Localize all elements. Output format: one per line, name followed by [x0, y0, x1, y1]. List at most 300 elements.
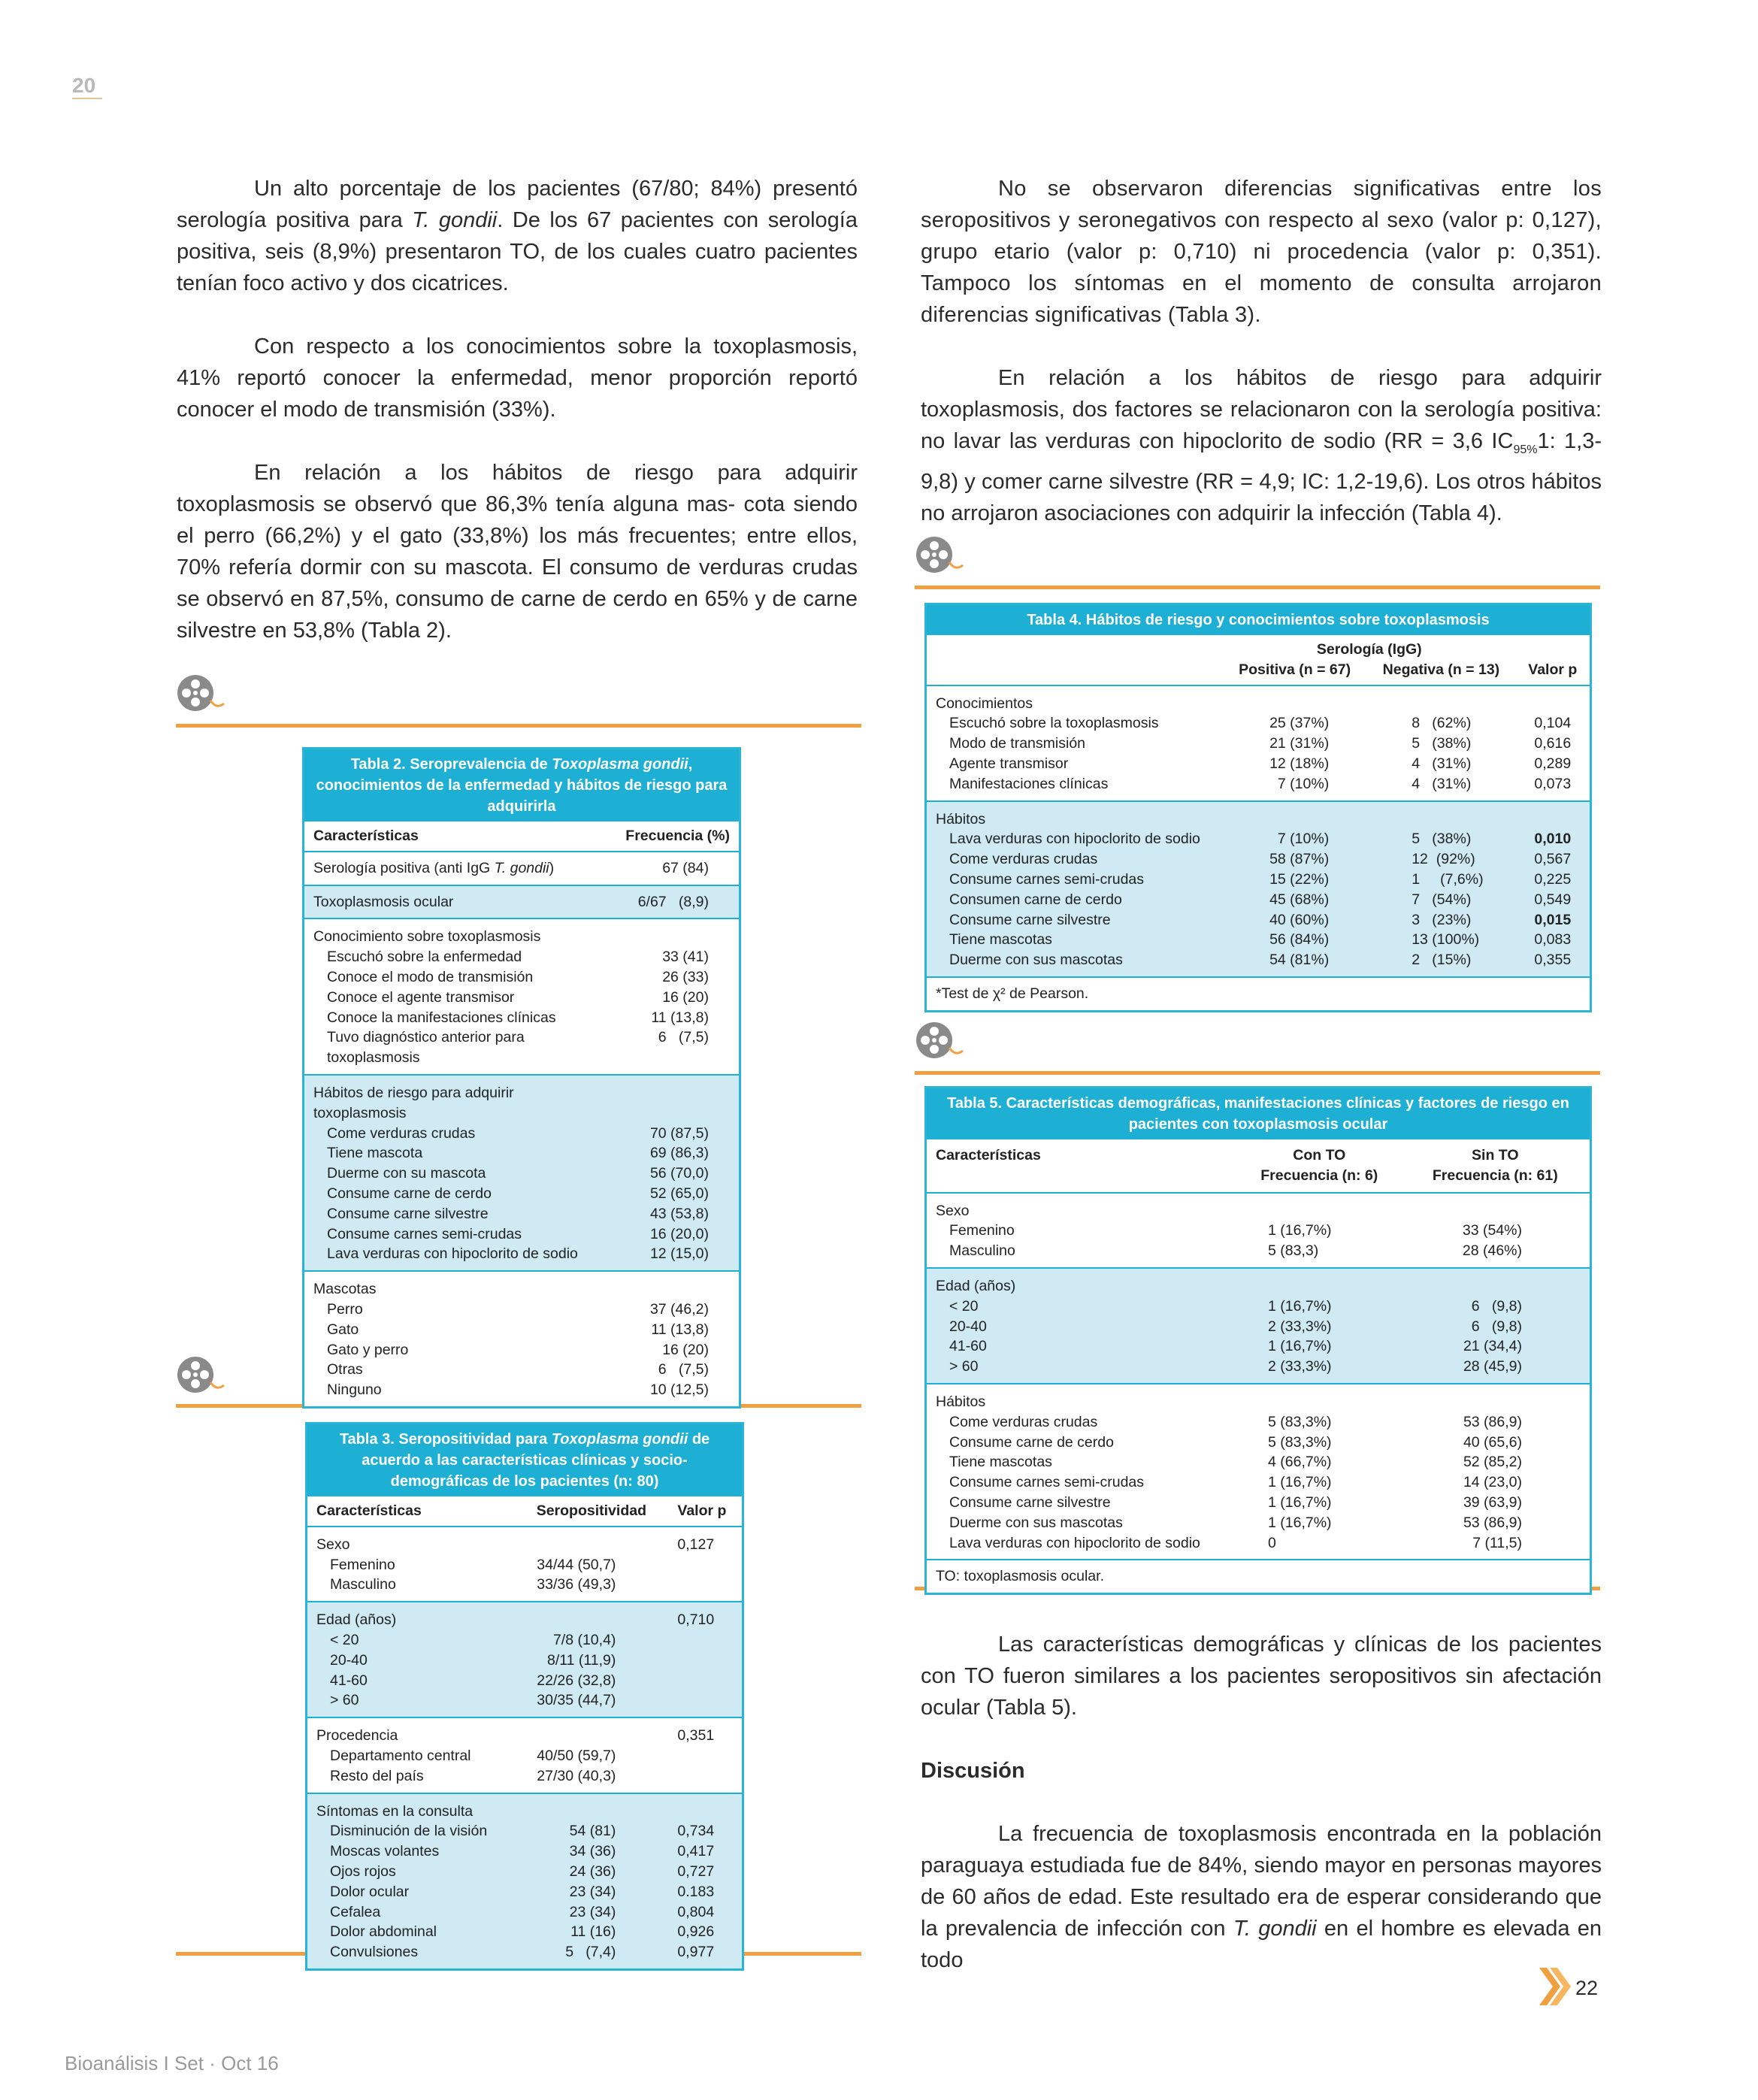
table-4: [924, 603, 1592, 1012]
table-row: [307, 1766, 742, 1793]
table-cell: 6 (7,5): [658, 1361, 709, 1378]
table-cell: 7 (10%): [1277, 831, 1330, 848]
double-chevron-icon: [1538, 1966, 1572, 2007]
table-cell: Escuchó sobre la toxoplasmosis: [949, 715, 1159, 732]
table-cell: 0,727: [677, 1862, 715, 1880]
table-cell: Consume carnes semi-crudas: [949, 870, 1145, 888]
table-cell: 13 (100%): [1412, 931, 1480, 949]
table-cell: Convulsiones: [330, 1944, 419, 1961]
page-number-bottom: 22: [1575, 1977, 1599, 1999]
table-cell: 6 (7,5): [658, 1029, 709, 1046]
left-paragraph-2: Con respecto a los conocimientos sobre la toxoplasmosis, 41% reportó conocer la enfermedad, menor proporción reportó conocer el modo de transmisión (33%).: [177, 334, 858, 422]
table-cell: 0,926: [677, 1923, 715, 1941]
table-5-caption: Tabla 5. Características demográficas, manifestaciones clínicas y factores de riesgo en pacientes con toxoplasmosis ocular: [927, 1088, 1590, 1139]
table-cell: 41-60: [330, 1672, 368, 1689]
table-cell: 33 (54%): [1462, 1222, 1522, 1239]
table-cell: 11 (13,8): [651, 1009, 709, 1026]
table-cell: 69 (86,3): [649, 1145, 709, 1162]
table-cell: 0,567: [1534, 851, 1572, 868]
table-cell: 22/26 (32,8): [537, 1672, 616, 1689]
table-cell: [668, 1793, 742, 1822]
table-cell: 23 (34): [569, 1903, 616, 1920]
table-cell: Gato y perro: [327, 1341, 409, 1358]
table-cell: [514, 1717, 668, 1746]
table-cell: 37 (46,2): [649, 1300, 709, 1318]
table-cell: Moscas volantes: [330, 1843, 440, 1860]
table-row: [304, 967, 739, 988]
film-reel-icon: [174, 1355, 227, 1394]
group-label: Sexo: [316, 1536, 350, 1553]
left-paragraph-3: En relación a los hábitos de riesgo para adquirir toxoplasmosis se observó que 86,3% tenía alguna mas- cota siendo el perro (66,2%) y el gato (33,8%) los más frecuentes; entre ellos, 70% refería dormir con su mascota. El consumo de verduras crudas se observó en 87,5%, consumo de carne de cerdo en 65% y de carne silvestre en 53,8% (Tabla 2).: [177, 461, 858, 643]
table-cell: 28 (45,9): [1463, 1358, 1522, 1375]
table-cell: 4 (66,7%): [1268, 1454, 1332, 1471]
table-cell: 1 (16,7%): [1268, 1338, 1332, 1355]
table-group-header: [927, 1193, 1590, 1221]
table-cell: [1366, 801, 1515, 830]
table-5-header-con-to: Con TO Frecuencia (n: 6): [1260, 1147, 1378, 1184]
table-cell: [514, 1793, 668, 1822]
table-group-header: [927, 801, 1590, 830]
table-row: [307, 1862, 742, 1882]
table-row: [307, 1942, 742, 1968]
table-cell: < 20: [330, 1631, 359, 1648]
table-cell: 7/8 (10,4): [552, 1631, 616, 1648]
divider-rule: [915, 1071, 1600, 1075]
table-cell: Ojos rojos: [330, 1862, 396, 1880]
table-row: [307, 1922, 742, 1942]
table-cell: [668, 1746, 742, 1766]
table-cell: Manifestaciones clínicas: [949, 775, 1109, 792]
table-cell: [1223, 685, 1366, 714]
table-cell: Consume carnes semi-crudas: [949, 1474, 1145, 1491]
table-cell: [616, 1271, 739, 1300]
table-cell: 39 (63,9): [1463, 1493, 1522, 1511]
table-cell: 34 (36): [569, 1843, 616, 1860]
table-4-header-negativa: Negativa (n = 13): [1382, 661, 1500, 678]
table-5-header-caracteristicas: Características: [936, 1147, 1041, 1163]
table-cell: 67 (84): [662, 859, 709, 876]
table-row: [304, 1320, 739, 1340]
right-paragraph-2: En relación a los hábitos de riesgo para adquirir toxoplasmosis, dos factores se relacionaron con la serología positiva: no lavar las verduras con hipoclorito de sodio (RR = 3,6 $IC_{95\%}1$: 1,3-9,8) y comer carne silvestre (RR = 4,9; IC: 1,2-19,6). Los otros hábitos no arrojaron asociaciones con adquirir la infección (Tabla 4).: [921, 366, 1602, 525]
table-cell: Tuvo diagnóstico anterior para toxoplasmosis: [327, 1029, 525, 1067]
table-group-header: [304, 1075, 739, 1124]
table-cell: Conoce el agente transmisor: [327, 988, 515, 1006]
table-cell: 2 (33,3%): [1268, 1318, 1332, 1335]
table-cell: [668, 1690, 742, 1717]
table-row: [927, 1221, 1590, 1241]
table-cell: 21 (34,4): [1463, 1338, 1522, 1355]
table-cell: Lava verduras con hipoclorito de sodio: [327, 1245, 578, 1263]
table-3: [305, 1422, 744, 1971]
table-row: [927, 713, 1590, 734]
table-cell: 1 (16,7%): [1268, 1297, 1332, 1315]
table-cell: 0,616: [1534, 735, 1572, 752]
table-cell: Conoce la manifestaciones clínicas: [327, 1009, 556, 1026]
table-2-group-mascotas: [304, 1271, 739, 1406]
table-cell: 4 (31%): [1412, 775, 1472, 792]
table-cell: Dolor abdominal: [330, 1923, 437, 1941]
table-row: [927, 849, 1590, 870]
table-cell: Disminución de la visión: [330, 1823, 488, 1840]
table-row: [927, 1533, 1590, 1560]
table-row: [927, 1472, 1590, 1493]
table-cell: 40 (65,6): [1463, 1433, 1522, 1451]
table-group-header: [927, 1384, 1590, 1412]
table-cell: 7 (11,5): [1472, 1534, 1522, 1551]
table-cell: 14 (23,0): [1463, 1474, 1522, 1491]
table-cell: 0,355: [1534, 952, 1572, 969]
table-cell: Dolor ocular: [330, 1883, 410, 1900]
table-cell: [1401, 1193, 1590, 1221]
table-row: [304, 947, 739, 967]
table-row: [927, 1493, 1590, 1513]
table-cell: 0,289: [1534, 755, 1572, 772]
table-2-group-conocimiento: [304, 918, 739, 1075]
table-cell: 6/67 (8,9): [637, 893, 709, 910]
table-group-header: [307, 1717, 742, 1746]
table-row: [927, 910, 1590, 930]
table-cell: [1238, 1268, 1401, 1297]
table-cell: [1366, 685, 1515, 714]
table-cell: 0,734: [677, 1823, 715, 1840]
table-row: [927, 774, 1590, 801]
film-reel-icon: [174, 673, 227, 713]
table-cell: 6 (9,8): [1471, 1318, 1522, 1335]
table-cell: 0,127: [677, 1536, 715, 1553]
table-row: [304, 1360, 739, 1380]
table-group-header: [307, 1527, 742, 1555]
table-cell: 20-40: [949, 1318, 987, 1335]
table-cell: Consume carne silvestre: [327, 1205, 489, 1222]
table-row: [304, 988, 739, 1008]
table-cell: [514, 1527, 668, 1555]
table-row: [304, 1124, 739, 1144]
table-4-header-positiva: Positiva (n = 67): [1239, 661, 1351, 678]
table-cell: 0,804: [677, 1903, 715, 1920]
table-row: [307, 1690, 742, 1717]
table-row: [927, 1297, 1590, 1317]
table-cell: Consumen carne de cerdo: [949, 891, 1122, 908]
group-label: Edad (años): [936, 1277, 1016, 1294]
table-cell: Resto del país: [330, 1767, 424, 1784]
page-number-underline: [72, 98, 102, 99]
table-cell: 0,010: [1534, 831, 1572, 848]
table-cell: 24 (36): [569, 1862, 616, 1880]
table-cell: 5 (83,3%): [1268, 1413, 1332, 1430]
table-cell: [668, 1766, 742, 1793]
table-row: [307, 1630, 742, 1651]
table-row: [927, 1357, 1590, 1384]
table-row: [307, 1746, 742, 1766]
table-cell: [1516, 685, 1590, 714]
table-group-header: [304, 918, 739, 947]
table-cell: Consume carne silvestre: [949, 911, 1111, 928]
table-cell: 0,549: [1534, 891, 1572, 908]
table-4-header-valor-p: Valor p: [1528, 661, 1578, 678]
table-cell: 12 (15,0): [649, 1245, 709, 1263]
table-cell: 1 (16,7%): [1268, 1493, 1332, 1511]
table-row: [927, 930, 1590, 950]
table-cell: Come verduras crudas: [949, 851, 1098, 868]
table-cell: 11 (13,8): [651, 1321, 709, 1338]
table-cell: Tiene mascotas: [949, 931, 1052, 949]
table-cell: > 60: [949, 1358, 979, 1375]
table-cell: 0,710: [677, 1611, 715, 1629]
table-cell: 0,083: [1534, 931, 1572, 949]
table-cell: 20-40: [330, 1651, 368, 1669]
table-cell: 43 (53,8): [649, 1205, 709, 1222]
table-cell: 8/11 (11,9): [546, 1651, 616, 1669]
table-cell: 7 (10%): [1277, 775, 1330, 792]
table-cell: 0: [1268, 1534, 1276, 1551]
table-cell: 16 (20): [662, 988, 709, 1006]
table-cell: Consume carne de cerdo: [327, 1185, 492, 1202]
group-label: Mascotas: [313, 1281, 377, 1298]
table-cell: 4 (31%): [1412, 755, 1472, 772]
table-row: [307, 1671, 742, 1691]
table-row: [304, 1143, 739, 1163]
table-group-header: [927, 685, 1590, 714]
table-row: [307, 1821, 742, 1841]
table-cell: [1516, 801, 1590, 830]
table-cell: 0,104: [1534, 715, 1572, 732]
table-cell: 53 (86,9): [1463, 1413, 1522, 1430]
table-4-header-serologia: Serología (IgG): [1316, 641, 1422, 658]
table-5: [924, 1086, 1592, 1595]
table-cell: 0,351: [677, 1727, 715, 1744]
table-cell: 0,015: [1534, 911, 1572, 928]
table-2: [302, 747, 741, 1409]
table-cell: 1 (16,7%): [1268, 1514, 1332, 1531]
table-row: [927, 1433, 1590, 1453]
table-cell: Otras: [327, 1361, 363, 1378]
table-cell: 2 (15%): [1412, 952, 1472, 969]
table-cell: [1401, 1384, 1590, 1412]
table-cell: 15 (22%): [1269, 870, 1330, 888]
table-cell: Masculino: [949, 1242, 1015, 1260]
table-group-header: [307, 1602, 742, 1630]
table-cell: 0.183: [677, 1883, 715, 1900]
table-cell: 33/36 (49,3): [537, 1576, 616, 1593]
table-cell: [668, 1630, 742, 1651]
table-cell: [668, 1651, 742, 1671]
table-cell: Perro: [327, 1300, 363, 1318]
table-4-caption: Tabla 4. Hábitos de riesgo y conocimientos sobre toxoplasmosis: [927, 605, 1590, 635]
table-cell: 5 (38%): [1412, 735, 1472, 752]
table-cell: 12 (18%): [1269, 755, 1330, 772]
table-cell: 30/35 (44,7): [537, 1692, 616, 1709]
table-cell: 33 (41): [662, 949, 709, 966]
left-column: [177, 173, 858, 678]
right-paragraph-4: La frecuencia de toxoplasmosis encontrada en la población paraguaya estudiada fue de 84%, siendo mayor en personas mayores de 60 años de edad. Este resultado era de esperar considerando que la prevalencia de infección con T. gondii en el hombre es elevada en todo: [921, 1822, 1602, 1972]
table-row: [304, 1163, 739, 1184]
table-row: [307, 1651, 742, 1671]
table-cell: Cefalea: [330, 1903, 381, 1920]
table-cell: < 20: [949, 1297, 979, 1315]
table-cell: [1401, 1268, 1590, 1297]
table-cell: 52 (85,2): [1463, 1454, 1522, 1471]
group-label: Conocimientos: [936, 694, 1033, 712]
right-paragraph-3: Las características demográficas y clínicas de los pacientes con TO fueron similares a los pacientes seropositivos sin afectación ocular (Tabla 5).: [921, 1632, 1602, 1720]
table-cell: 52 (65,0): [649, 1185, 709, 1202]
table-cell: Ninguno: [327, 1381, 382, 1399]
group-label: Hábitos: [936, 810, 986, 828]
right-column-top: [921, 173, 1602, 561]
table-row: [307, 1575, 742, 1602]
table-2-group-habitos: [304, 1075, 739, 1271]
group-label: Conocimiento sobre toxoplasmosis: [313, 928, 541, 946]
table-cell: Tiene mascota: [327, 1145, 423, 1162]
table-5-header-sin-to: Sin TO Frecuencia (n: 61): [1432, 1147, 1558, 1184]
table-cell: 23 (34): [569, 1883, 616, 1900]
table-cell: 5 (7,4): [565, 1944, 616, 1961]
film-reel-icon: [913, 535, 966, 574]
table-cell: [616, 918, 739, 947]
table-cell: 56 (70,0): [649, 1165, 709, 1182]
table-row: [304, 1300, 739, 1320]
group-label: Procedencia: [316, 1727, 398, 1744]
table-row: [927, 1513, 1590, 1533]
table-cell: Lava verduras con hipoclorito de sodio: [949, 1534, 1200, 1551]
page-number-top: 20: [72, 74, 96, 97]
table-cell: Duerme con su mascota: [327, 1165, 486, 1182]
table-row: [304, 1380, 739, 1406]
table-row: [304, 1244, 739, 1271]
table-row: [927, 829, 1590, 849]
table-3-header-seropositividad: Seropositividad: [514, 1496, 668, 1527]
table-2-header-frecuencia: Frecuencia (%): [616, 822, 739, 852]
film-reel-icon: [913, 1021, 966, 1060]
table-cell: Come verduras crudas: [327, 1124, 476, 1142]
table-cell: [668, 1575, 742, 1602]
group-label: Hábitos de riesgo para adquirir toxoplasmosis: [313, 1084, 514, 1121]
table-cell: 54 (81): [569, 1823, 616, 1840]
table-cell: 58 (87%): [1269, 851, 1330, 868]
table-cell: 53 (86,9): [1463, 1514, 1522, 1531]
table-row: [307, 1902, 742, 1923]
table-cell: Duerme con sus mascotas: [949, 952, 1123, 969]
table-cell: Gato: [327, 1321, 359, 1338]
table-2-header-caracteristicas: Características: [304, 822, 616, 852]
table-cell: Come verduras crudas: [949, 1413, 1098, 1430]
table-row: [927, 734, 1590, 754]
table-cell: 10 (12,5): [649, 1381, 709, 1399]
table-cell: 40/50 (59,7): [537, 1747, 616, 1764]
table-row: [307, 1841, 742, 1862]
table-row: [927, 1241, 1590, 1268]
table-cell: Duerme con sus mascotas: [949, 1514, 1123, 1531]
table-row: [304, 1184, 739, 1204]
table-cell: 0,225: [1534, 870, 1572, 888]
table-3-header-caracteristicas: Características: [307, 1496, 514, 1527]
table-cell: [1238, 1193, 1401, 1221]
table-cell: [668, 1671, 742, 1691]
table-row: [927, 1317, 1590, 1337]
table-3-caption: Tabla 3. Seropositividad para Toxoplasma gondii de acuerdo a las características clínicas y socio-demográficas de los pacientes (n: 80): [307, 1424, 742, 1496]
table-group-header: [927, 1268, 1590, 1297]
table-row: [307, 1555, 742, 1575]
table-row: [304, 1340, 739, 1360]
table-cell: [514, 1602, 668, 1630]
table-cell: Consume carne silvestre: [949, 1493, 1111, 1511]
table-cell: Conoce el modo de transmisión: [327, 968, 534, 985]
table-cell: 56 (84%): [1269, 931, 1330, 949]
table-cell: Modo de transmisión: [949, 735, 1086, 752]
group-label: Edad (años): [316, 1611, 397, 1629]
table-cell: 12 (92%): [1412, 851, 1475, 868]
table-cell: 70 (87,5): [649, 1124, 709, 1142]
table-group-header: [307, 1793, 742, 1822]
table-cell: 3 (23%): [1412, 911, 1472, 928]
divider-rule: [176, 724, 861, 728]
table-cell: Tiene mascotas: [949, 1454, 1052, 1471]
table-cell: [668, 1555, 742, 1575]
table-cell: 0,417: [677, 1843, 715, 1860]
table-row: Toxoplasmosis ocular: [313, 893, 454, 910]
table-cell: 1 (16,7%): [1268, 1222, 1332, 1239]
table-cell: 5 (83,3%): [1268, 1433, 1332, 1451]
left-paragraph-1: Un alto porcentaje de los pacientes (67/80; 84%) presentó serología positiva para T. gondii. De los 67 pacientes con serología positiva, seis (8,9%) presentaron TO, de los cuales cuatro pacientes tenían foco activo y dos cicatrices.: [177, 177, 858, 295]
table-cell: 26 (33): [662, 968, 709, 985]
table-cell: [616, 1075, 739, 1124]
table-cell: 40 (60%): [1269, 911, 1330, 928]
table-cell: Femenino: [949, 1222, 1015, 1239]
right-paragraph-1: No se observaron diferencias significativas entre los seropositivos y seronegativos con respecto al sexo (valor p: 0,127), grupo etario (valor p: 0,710) ni procedencia (valor p: 0,351). Tampoco los síntomas en el momento de consulta arrojaron diferencias significativas (Tabla 3).: [921, 177, 1602, 327]
table-cell: 16 (20,0): [649, 1225, 709, 1242]
table-row: Serología positiva (anti IgG T. gondii): [313, 859, 555, 876]
table-4-note: *Test de χ² de Pearson.: [936, 985, 1089, 1002]
table-cell: 2 (33,3%): [1268, 1358, 1332, 1375]
table-cell: 25 (37%): [1269, 715, 1330, 732]
table-cell: 0,073: [1534, 775, 1572, 792]
table-row: [927, 1452, 1590, 1472]
right-column-bottom: [921, 1629, 1602, 1976]
table-row: [304, 1027, 739, 1075]
table-group-header: [304, 1271, 739, 1300]
table-row: [304, 1008, 739, 1028]
table-cell: Lava verduras con hipoclorito de sodio: [949, 831, 1200, 848]
table-cell: 1 (16,7%): [1268, 1474, 1332, 1491]
table-cell: 16 (20): [662, 1341, 709, 1358]
table-row: [927, 890, 1590, 910]
table-row: [927, 1412, 1590, 1433]
table-row: [304, 1204, 739, 1224]
table-cell: 41-60: [949, 1338, 987, 1355]
group-label: Sexo: [936, 1202, 970, 1219]
table-cell: Consume carne de cerdo: [949, 1433, 1114, 1451]
table-cell: Masculino: [330, 1576, 396, 1593]
table-3-header-valor-p: Valor p: [668, 1496, 742, 1527]
table-row: [927, 950, 1590, 977]
table-cell: 11 (16): [570, 1923, 616, 1941]
table-cell: 54 (81%): [1269, 952, 1330, 969]
table-cell: Femenino: [330, 1556, 395, 1573]
group-label: Síntomas en la consulta: [316, 1802, 474, 1820]
table-cell: 8 (62%): [1412, 715, 1472, 732]
table-cell: > 60: [330, 1692, 359, 1709]
table-cell: [1223, 801, 1366, 830]
table-cell: 34/44 (50,7): [537, 1556, 616, 1573]
table-row: [927, 1336, 1590, 1357]
table-cell: 5 (83,3): [1268, 1242, 1319, 1260]
table-row: [307, 1882, 742, 1902]
table-cell: 21 (31%): [1269, 735, 1330, 752]
table-cell: 28 (46%): [1462, 1242, 1522, 1260]
table-cell: 27/30 (40,3): [537, 1767, 616, 1784]
table-cell: 0,977: [677, 1944, 715, 1961]
table-cell: Consume carnes semi-crudas: [327, 1225, 522, 1242]
table-cell: Departamento central: [330, 1747, 471, 1764]
